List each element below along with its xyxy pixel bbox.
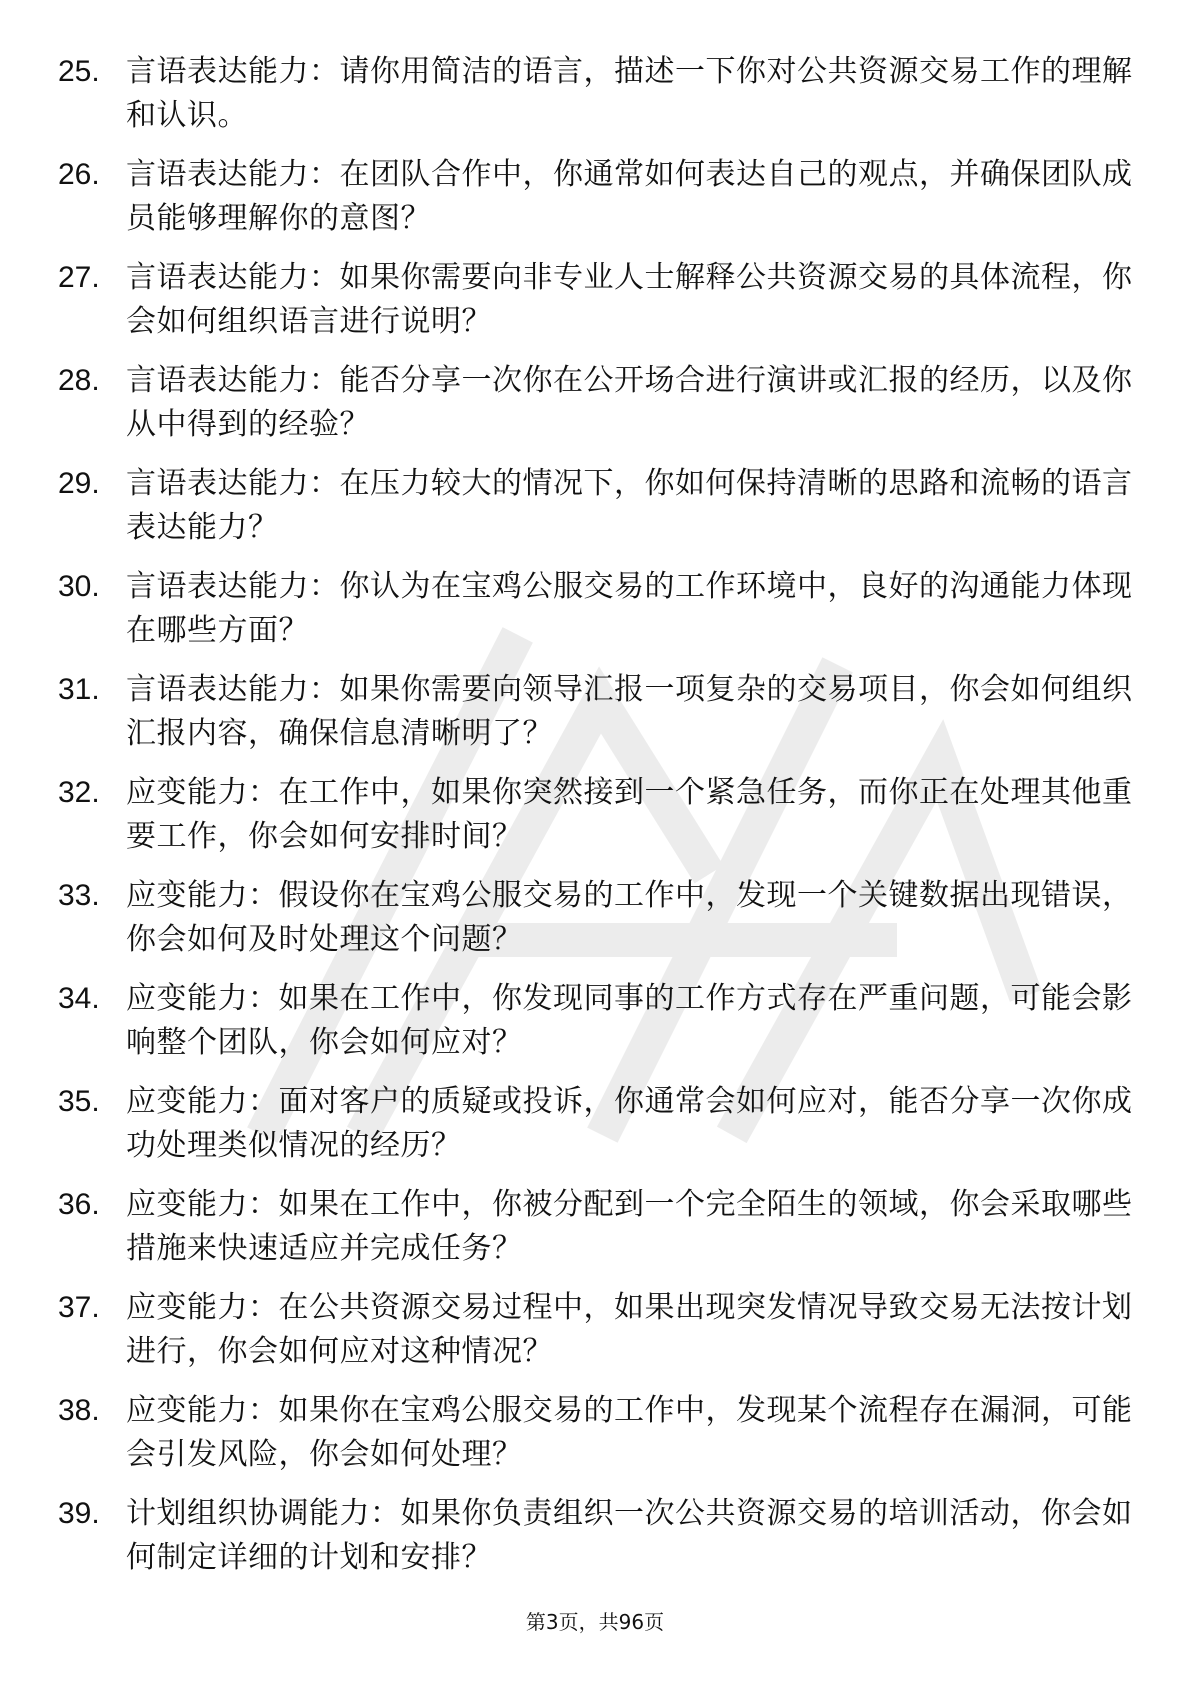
question-text: 计划组织协调能力：如果你负责组织一次公共资源交易的培训活动，你会如何制定详细的计划和安排？	[126, 1496, 1133, 1575]
list-item	[58, 1080, 1138, 1183]
list-item	[58, 977, 1138, 1080]
question-text: 应变能力：如果在工作中，你被分配到一个完全陌生的领域，你会采取哪些措施来快速适应并完成任务？	[126, 1187, 1133, 1266]
question-number: 27.	[58, 261, 100, 294]
list-item	[58, 462, 1138, 565]
question-text: 言语表达能力：请你用简洁的语言，描述一下你对公共资源交易工作的理解和认识。	[126, 54, 1133, 133]
question-number: 26.	[58, 158, 100, 191]
question-list	[58, 50, 1138, 1595]
question-text: 言语表达能力：如果你需要向领导汇报一项复杂的交易项目，你会如何组织汇报内容，确保信息清晰明了？	[126, 672, 1133, 751]
list-item	[58, 153, 1138, 256]
list-item	[58, 668, 1138, 771]
list-item	[58, 874, 1138, 977]
question-number: 30.	[58, 570, 100, 603]
question-text: 言语表达能力：在压力较大的情况下，你如何保持清晰的思路和流畅的语言表达能力？	[126, 466, 1133, 545]
question-text: 言语表达能力：能否分享一次你在公开场合进行演讲或汇报的经历，以及你从中得到的经验？	[126, 363, 1133, 442]
page-number-footer: 第3页，共96页	[525, 1610, 665, 1634]
question-number: 39.	[58, 1497, 100, 1530]
list-item	[58, 50, 1138, 153]
question-text: 应变能力：如果你在宝鸡公服交易的工作中，发现某个流程存在漏洞，可能会引发风险，你会如何处理？	[126, 1393, 1133, 1472]
question-number: 37.	[58, 1291, 100, 1324]
question-number: 33.	[58, 879, 100, 912]
list-item	[58, 256, 1138, 359]
list-item	[58, 1492, 1138, 1595]
question-text: 应变能力：假设你在宝鸡公服交易的工作中，发现一个关键数据出现错误，你会如何及时处理这个问题？	[126, 878, 1133, 957]
list-item	[58, 1389, 1138, 1492]
question-number: 31.	[58, 673, 100, 706]
question-text: 应变能力：在公共资源交易过程中，如果出现突发情况导致交易无法按计划进行，你会如何应对这种情况？	[126, 1290, 1133, 1369]
question-number: 35.	[58, 1085, 100, 1118]
question-number: 32.	[58, 776, 100, 809]
question-text: 应变能力：如果在工作中，你发现同事的工作方式存在严重问题，可能会影响整个团队，你会如何应对？	[126, 981, 1133, 1060]
question-text: 言语表达能力：你认为在宝鸡公服交易的工作环境中，良好的沟通能力体现在哪些方面？	[126, 569, 1133, 648]
list-item	[58, 1286, 1138, 1389]
list-item	[58, 1183, 1138, 1286]
question-text: 应变能力：在工作中，如果你突然接到一个紧急任务，而你正在处理其他重要工作，你会如何安排时间？	[126, 775, 1133, 854]
question-number: 25.	[58, 55, 100, 88]
question-number: 36.	[58, 1188, 100, 1221]
question-number: 29.	[58, 467, 100, 500]
question-text: 言语表达能力：在团队合作中，你通常如何表达自己的观点，并确保团队成员能够理解你的意图？	[126, 157, 1133, 236]
list-item	[58, 359, 1138, 462]
question-text: 应变能力：面对客户的质疑或投诉，你通常会如何应对，能否分享一次你成功处理类似情况的经历？	[126, 1084, 1133, 1163]
question-number: 38.	[58, 1394, 100, 1427]
list-item	[58, 771, 1138, 874]
question-text: 言语表达能力：如果你需要向非专业人士解释公共资源交易的具体流程，你会如何组织语言进行说明？	[126, 260, 1133, 339]
question-number: 28.	[58, 364, 100, 397]
question-number: 34.	[58, 982, 100, 1015]
list-item	[58, 565, 1138, 668]
